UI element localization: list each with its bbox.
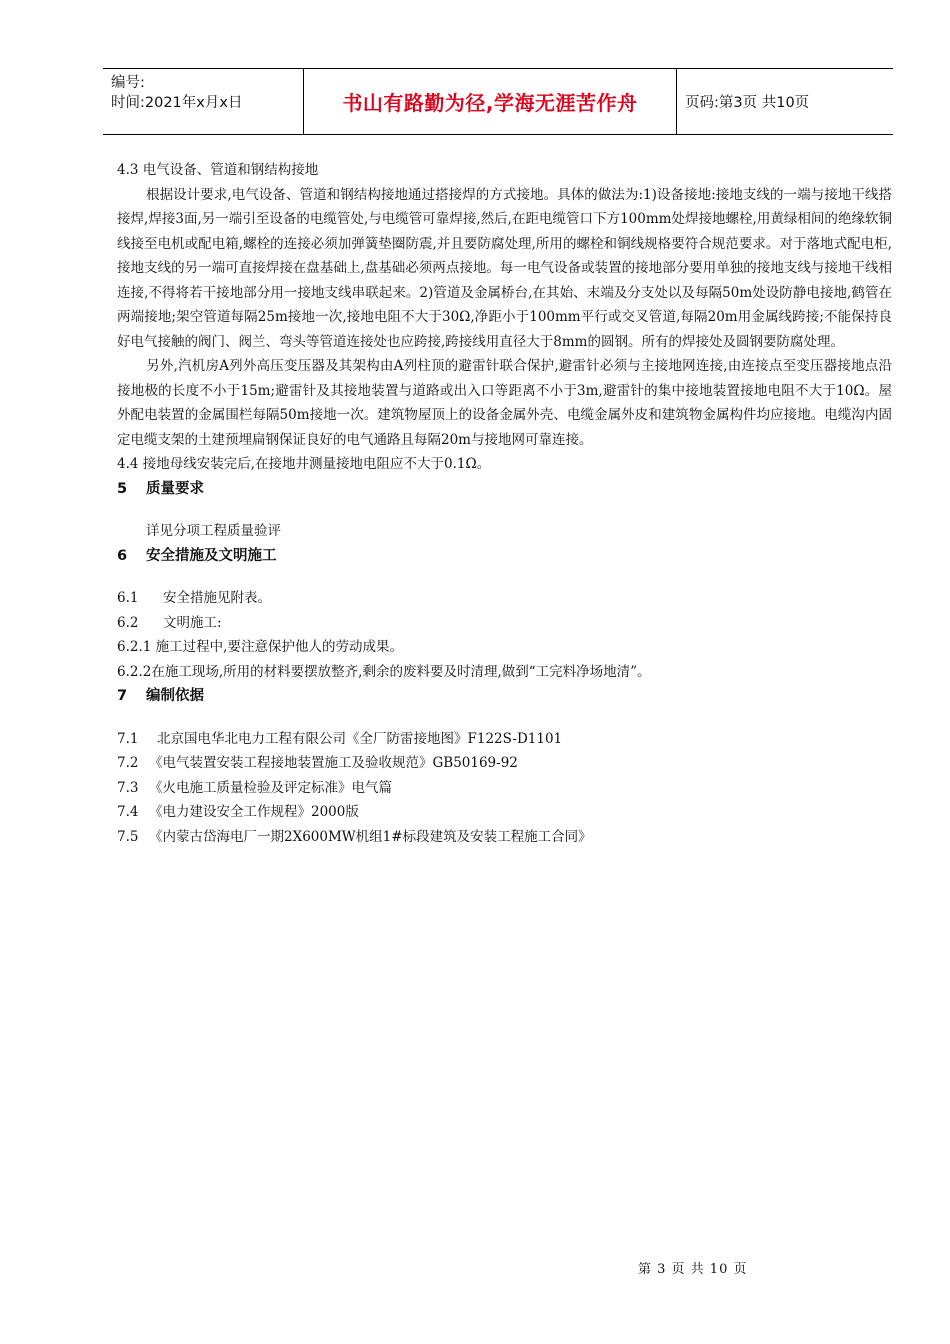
list-item xyxy=(117,635,892,660)
item-text: 在施工现场,所用的材料要摆放整齐,剩余的废料要及时清理,做到“工完料净场地清”。 xyxy=(151,663,651,680)
section-5-heading xyxy=(117,477,892,502)
header-table xyxy=(103,68,893,135)
item-number: 7.4 xyxy=(117,804,139,820)
item-text: 《电力建设安全工作规程》2000版 xyxy=(149,804,359,820)
section-5-title: 质量要求 xyxy=(146,480,204,497)
section-6-number: 6 xyxy=(117,547,128,564)
header-meta-cell xyxy=(103,69,304,134)
list-item xyxy=(117,825,892,850)
item-text: 《火电施工质量检验及评定标准》电气篇 xyxy=(149,779,392,796)
item-number: 6.1 xyxy=(117,590,139,606)
doc-time-label: 时间:2021年x月x日 xyxy=(111,95,243,111)
item-text: 《电气装置安装工程接地装置施工及验收规范》GB50169-92 xyxy=(149,755,518,771)
item-text: 安全措施见附表。 xyxy=(163,590,271,606)
section-4-3-paragraph-2 xyxy=(117,354,892,452)
item-text: 北京国电华北电力工程有限公司《全厂防雷接地图》F122S-D1101 xyxy=(157,730,563,747)
doc-code-label: 编号: xyxy=(111,75,145,91)
section-7-number: 7 xyxy=(117,688,128,704)
header-motto: 书山有路勤为径,学海无涯苦作舟 xyxy=(304,69,677,134)
item-text: 《内蒙古岱海电厂一期2X600MW机组1#标段建筑及安装工程施工合同》 xyxy=(149,828,592,845)
document-body xyxy=(117,158,892,849)
item-number: 7.1 xyxy=(117,730,139,747)
item-number: 6.2.2 xyxy=(117,663,152,680)
section-5-text: 详见分项工程质量验评 xyxy=(146,523,281,539)
list-item xyxy=(117,727,892,752)
item-number: 7.3 xyxy=(117,779,139,796)
item-number: 6.2 xyxy=(117,614,139,631)
list-item xyxy=(117,611,892,636)
section-6-title: 安全措施及文明施工 xyxy=(146,547,277,564)
list-item xyxy=(117,776,892,801)
footer-page-number: 第 3 页 共 10 页 xyxy=(638,1262,748,1277)
section-4-3-paragraph-1 xyxy=(117,183,892,355)
section-7-heading xyxy=(117,684,892,709)
header-page-number: 页码:第3页 共10页 xyxy=(685,95,810,111)
list-item xyxy=(117,660,892,685)
section-4-3-paragraph-1-text: 根据设计要求,电气设备、管道和钢结构接地通过搭接焊的方式接地。具体的做法为:1)设备接地:接地支线的一端与接地干线搭接焊,焊接3面,另一端引至设备的电缆管处,与电缆管可靠焊接,然后,在距电缆管口下方100mm处焊接地螺栓,用黄绿相间的绝缘软铜线接至电机或配电箱,螺栓的连接必须加弹簧垫圈防震,并且要防腐处理,所用的螺栓和铜线规格要符合规范要求。对于落地式配电柜,接地支线的另一端可直接焊接在盘基础上,盘基础必须两点接地。每一电气设备或装置的接地部分要用单独的接地支线与接地干线相连接,不得将若干接地部分用一接地支线串联起来。2)管道及金属桥台,在其始、末端及分支处以及每隔50m处设防静电接地,鹤管在两端接地;架空管道每隔25m接地一次,接地电阻不大于30Ω,净距小于100mm平行或交叉管道,每隔20m用金属线跨接;不能保持良好电气接触的阀门、阀兰、弯头等管道连接处也应跨接,跨接线用直径大于8mm的圆钢。所有的焊接处及圆钢要防腐处理。 xyxy=(117,186,892,350)
item-text: 施工过程中,要注意保护他人的劳动成果。 xyxy=(155,639,403,655)
section-5-number: 5 xyxy=(117,480,128,497)
section-7-title: 编制依据 xyxy=(146,688,204,704)
section-4-3-paragraph-2-text: 另外,汽机房A列外高压变压器及其架构由A列柱顶的避雷针联合保护,避雷针必须与主接地网连接,由连接点至变压器接地点沿接地极的长度不小于15m;避雷针及其接地装置与道路或出入口等距离不小于3m,避雷针的集中接地装置接地电阻不大于10Ω。屋外配电装置的金属围栏每隔50m接地一次。建筑物屋顶上的设备金属外壳、电缆金属外皮和建筑物金属构件均应接地。电缆沟内固定电缆支架的土建预埋扁钢保证良好的电气通路且每隔20m与接地网可靠连接。 xyxy=(117,358,892,448)
item-number: 7.2 xyxy=(117,755,139,771)
list-item xyxy=(117,751,892,776)
item-text: 文明施工: xyxy=(163,614,222,631)
section-6-heading xyxy=(117,544,892,569)
section-4-4-text: 4.4 接地母线安装完后,在接地井测量接地电阻应不大于0.1Ω。 xyxy=(117,456,491,472)
section-4-3-title: 4.3 电气设备、管道和钢结构接地 xyxy=(117,162,319,178)
item-number: 6.2.1 xyxy=(117,639,152,655)
item-number: 7.5 xyxy=(117,828,139,845)
list-item xyxy=(117,586,892,611)
list-item xyxy=(117,800,892,825)
